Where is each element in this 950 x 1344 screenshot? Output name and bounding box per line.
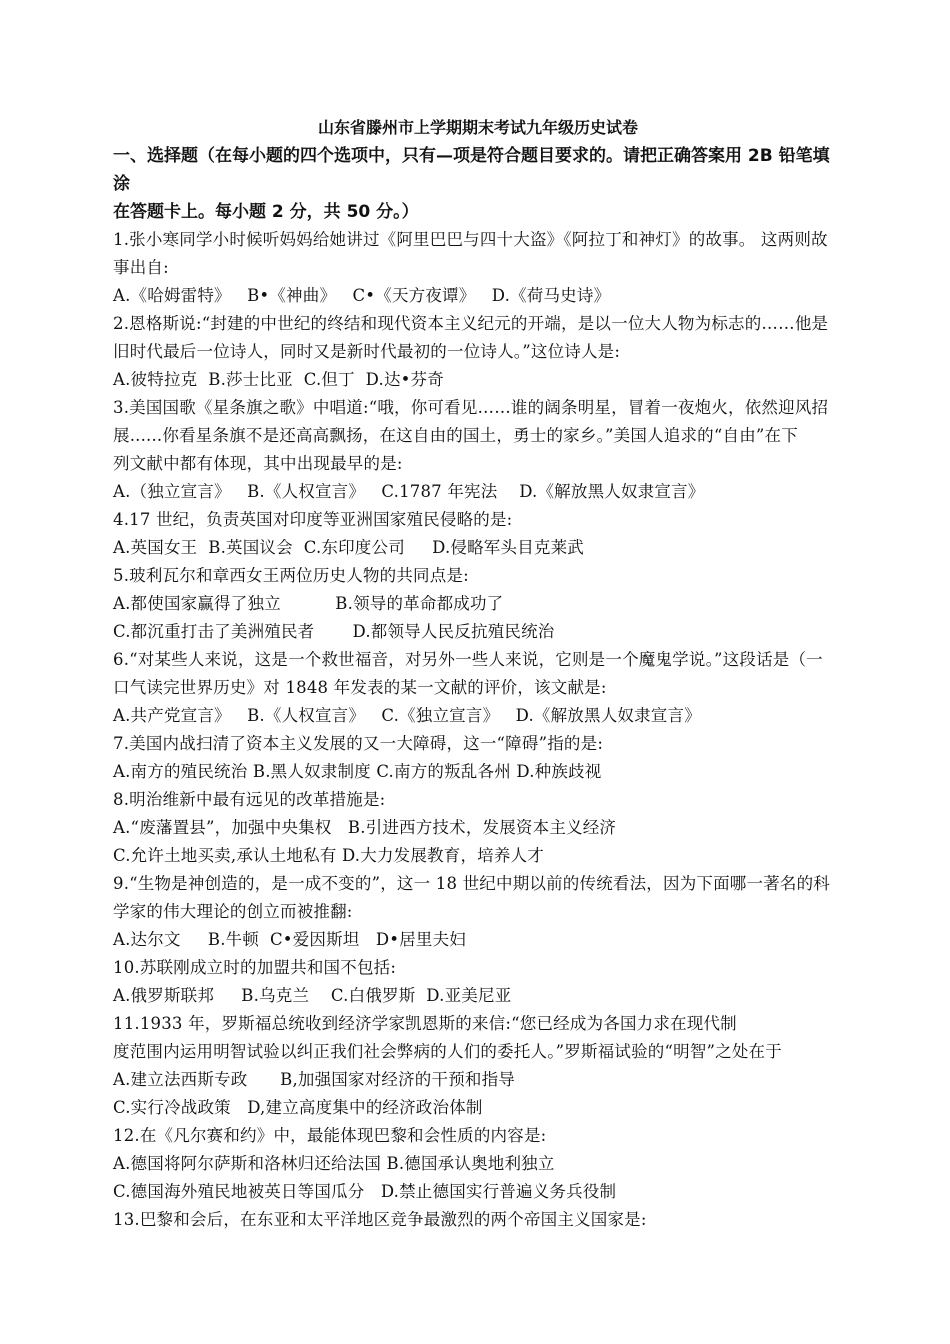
question-text-line: C.都沉重打击了美洲殖民者 D.都领导人民反抗殖民统治: [113, 622, 555, 641]
question-text-line: C.允许土地买卖,承认土地私有 D.大力发展教育，培养人才: [113, 846, 544, 865]
question-text-line: 学家的伟大理论的创立而被推翻:: [113, 902, 353, 921]
question-text-line: A.共产党宣言》 B.《人权宣言》 C.《独立宣言》 D.《解放黑人奴隶宣言》: [113, 706, 701, 725]
question-text-line: 7.美国内战扫清了资本主义发展的又一大障碍，这一“障碍”指的是:: [113, 734, 604, 753]
question-text-line: 4.17 世纪，负责英国对印度等亚洲国家殖民侵略的是:: [113, 510, 513, 529]
question-text-line: 11.1933 年，罗斯福总统收到经济学家凯恩斯的来信:“您已经成为各国力求在现代制: [113, 1014, 737, 1033]
question-text-line: 事出自:: [113, 258, 169, 277]
question-text-line: A.（独立宣言》 B.《人权宣言》 C.1787 年宪法 D.《解放黑人奴隶宣言》: [113, 482, 705, 501]
exam-page: [113, 114, 843, 1234]
question-list: [113, 226, 843, 1234]
question-text-line: A.德国将阿尔萨斯和洛林归还给法国 B.德国承认奥地利独立: [113, 1154, 555, 1173]
question-text-line: 口气读完世界历史》对 1848 年发表的某一文献的评价，该文献是:: [113, 678, 607, 697]
question-text-line: 10.苏联刚成立时的加盟共和国不包括:: [113, 958, 397, 977]
section-heading-line: 一、选择题（在每小题的四个选项中，只有—项是符合题目要求的。请把正确答案用 2B 铅笔填涂: [113, 146, 830, 194]
question-text-line: A.俄罗斯联邦 B.乌克兰 C.白俄罗斯 D.亚美尼亚: [113, 986, 512, 1005]
question-text-line: A.达尔文 B.牛顿 C•爱因斯坦 D•居里夫妇: [113, 930, 466, 949]
question-text-line: 展......你看星条旗不是还高高飘扬，在这自由的国土，勇士的家乡。”美国人追求的“自由”在下: [113, 426, 798, 445]
question-text-line: 旧时代最后一位诗人，同时又是新时代最初的一位诗人。”这位诗人是:: [113, 342, 621, 361]
question-text-line: 9.“生物是神创造的，是一成不变的”，这一 18 世纪中期以前的传统看法，因为下面哪一著名的科: [113, 874, 830, 893]
question-text-line: 度范围内运用明智试验以纠正我们社会弊病的人们的委托人。”罗斯福试验的“明智”之处在于: [113, 1042, 782, 1061]
question-text-line: A.《哈姆雷特》 B•《神曲》 C•《天方夜谭》 D.《荷马史诗》: [113, 286, 611, 305]
question-text-line: C.实行冷战政策 D,建立高度集中的经济政治体制: [113, 1098, 483, 1117]
question-text-line: A.英国女王 B.英国议会 C.东印度公司 D.侵略军头目克莱武: [113, 538, 585, 557]
question-text-line: A.建立法西斯专政 B,加强国家对经济的干预和指导: [113, 1070, 515, 1089]
question-text-line: 5.玻利瓦尔和章西女王两位历史人物的共同点是:: [113, 566, 469, 585]
question-text-line: A.都使国家赢得了独立 B.领导的革命都成功了: [113, 594, 504, 613]
question-text-line: A.南方的殖民统治 B.黑人奴隶制度 C.南方的叛乱各州 D.种族歧视: [113, 762, 602, 781]
question-text-line: C.德国海外殖民地被英日等国瓜分 D.禁止德国实行普遍义务兵役制: [113, 1182, 617, 1201]
section-heading-line: 在答题卡上。每小题 2 分，共 50 分。）: [113, 202, 419, 222]
question-text-line: 1.张小寒同学小时候听妈妈给她讲过《阿里巴巴与四十大盗》《阿拉丁和神灯》的故事。 这两则故: [113, 230, 828, 249]
question-text-line: 3.美国国歌《星条旗之歌》中唱道:“哦，你可看见……谁的阔条明星，冒着一夜炮火，依然迎风招: [113, 398, 829, 417]
question-text-line: 6.“对某些人来说，这是一个救世福音，对另外一些人来说，它则是一个魔鬼学说。”这段话是（一: [113, 650, 823, 669]
question-text-line: 13.巴黎和会后，在东亚和太平洋地区竞争最激烈的两个帝国主义国家是:: [113, 1210, 647, 1229]
question-text-line: A.“废藩置县”，加强中央集权 B.引进西方技术，发展资本主义经济: [113, 818, 617, 837]
exam-title: 山东省滕州市上学期期末考试九年级历史试卷: [317, 118, 638, 137]
question-text-line: A.彼特拉克 B.莎士比亚 C.但丁 D.达•芬奇: [113, 370, 444, 389]
question-text-line: 12.在《凡尔赛和约》中，最能体现巴黎和会性质的内容是:: [113, 1126, 547, 1145]
question-text-line: 8.明治维新中最有远见的改革措施是:: [113, 790, 386, 809]
question-text-line: 列文献中都有体现，其中出现最早的是:: [113, 454, 403, 473]
question-text-line: 2.恩格斯说:“封建的中世纪的终结和现代资本主义纪元的开端，是以一位大人物为标志的……他是: [113, 314, 829, 333]
